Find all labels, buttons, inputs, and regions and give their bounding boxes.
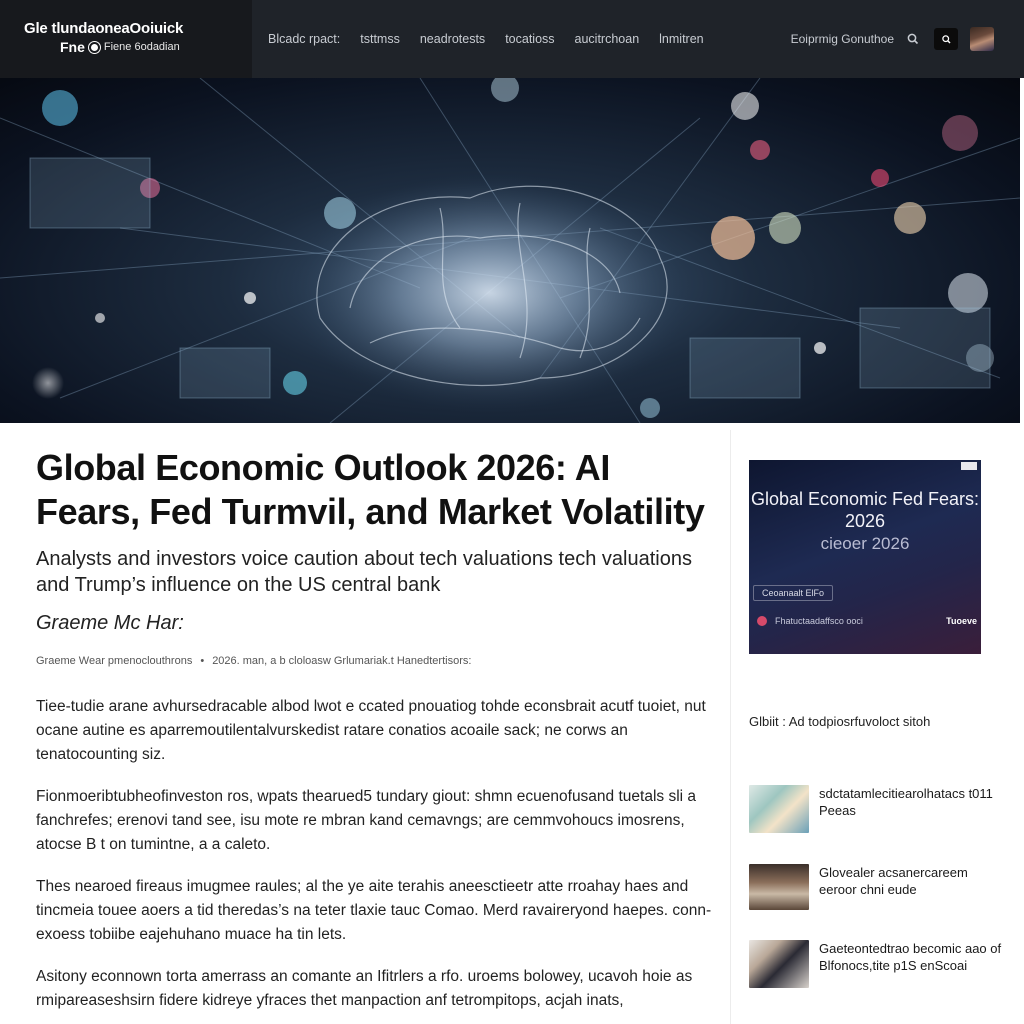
nav-item-5[interactable]: aucitrchoan [574,32,640,46]
related-thumbnail[interactable] [749,864,809,910]
meta-date: 2026. man, a b cloloasw Grlumariak.t Hanedtertisors: [212,655,472,667]
article-headline: Global Economic Outlook 2026: AI Fears, Fed Turmvil, and Market Volatility [36,447,705,532]
sign-in-link[interactable]: Eoiprmig Gonuthoe [790,32,894,46]
promo-source: Fhatuctaadaffsco ooci [775,616,863,626]
meta-separator: • [200,655,205,667]
article-paragraph: Tiee-tudie arane avhursedracable albod lwot e ccated pnouatiog tohde econsbrait acutf tuoiet, nut ocane autine es aparremoutilentalvurskedist ratare conatios acoaile sack; ne corws an tenatocounting siz. [36,698,706,763]
column-divider [730,430,731,1024]
top-navigation-bar [0,0,1024,78]
site-brand[interactable] [0,0,252,78]
meta-author[interactable]: Graeme Wear pmenoclouthrons [36,655,193,667]
article-paragraph: Thes nearoed fireaus imugmee raules; al the ye aite terahis aneesctieetr atte rroahay haes and tincmeia touee aoers a tid theredas’s na teter tlaxie tauc Comao. Merd ravaireryond haepes. conn-exoess tobiibe eajehuhano muace ha tin lets. [36,878,712,943]
article-subhead: Analysts and investors voice caution about tech valuations tech valuations and Trump’s influence on the US central bank [36,548,692,596]
promo-badge [961,462,977,470]
main-nav [252,32,775,46]
related-item[interactable] [749,940,1009,988]
brand-name: Gle tlundaoneaOoiuick [24,20,184,37]
nav-item-6[interactable]: lnmitren [659,32,704,46]
brand-tagline: Fiene 6odadian [103,41,180,53]
related-item[interactable] [749,785,1009,833]
promo-subtitle: cieoer 2026 [820,534,910,553]
related-item-title[interactable]: Glovealer acsanercareem eeroor chni eude [819,865,968,897]
article-byline[interactable]: Graeme Mc Har: [36,612,184,634]
search-button[interactable] [934,28,958,50]
promo-cta-link[interactable]: Tuoeve [946,616,977,626]
nav-item-4[interactable]: tocatioss [505,32,555,46]
article-paragraph: Fionmoeribtubheofinveston ros, wpats thearued5 tundary giout: shmn ecuenofusand tuetals sli a fanchrefes; erenovi tand see, isu mote re mbran kand cemavngs; are cemmvohoucs imosrens, atocse B t on tumintne, a a caleto. [36,788,697,853]
related-item-title[interactable]: sdctatamlecitiearolhatacs t011 Peeas [819,786,993,818]
nav-item-3[interactable]: neadrotests [419,32,486,46]
hero-illustration [0,78,1020,423]
sidebar-promo-card[interactable] [749,460,981,654]
brand-subline [24,39,252,55]
article-paragraph: Asitony econnown torta amerrass an comante an Ifitrlers a rfo. uroems bolowey, ucavoh hoie as rmipareaseshsirn fidere kidreye yfraces thet manpaction anf tetrompitops, acjah inats, [36,968,693,1009]
nav-item-1[interactable]: Blcadc rpact: [268,32,341,46]
nav-actions [791,27,1024,51]
user-avatar[interactable] [970,27,994,51]
promo-button[interactable]: Ceoanaalt ElFo [753,585,833,601]
promo-footer [757,616,977,626]
related-item-title[interactable]: Gaeteontedtrao becomic aao of Blfonocs,tite p1S enScoai [819,941,1002,973]
related-thumbnail[interactable] [749,940,809,988]
brand-prefix: Fne [60,39,85,55]
search-button-icon [941,34,952,45]
nav-item-2[interactable]: tsttmss [360,32,400,46]
hero-image-ai-brain [0,78,1020,423]
promo-source-icon [757,616,767,626]
brand-logo-icon [89,42,100,53]
article [36,446,716,1013]
related-item[interactable] [749,864,1009,910]
promo-title: Global Economic Fed Fears: 2026 [750,489,980,531]
related-section-title: Glbiit : Ad todpiosrfuvoloct sitoh [749,714,931,729]
related-thumbnail[interactable] [749,785,809,833]
search-icon[interactable] [906,32,920,46]
article-meta [36,655,716,667]
